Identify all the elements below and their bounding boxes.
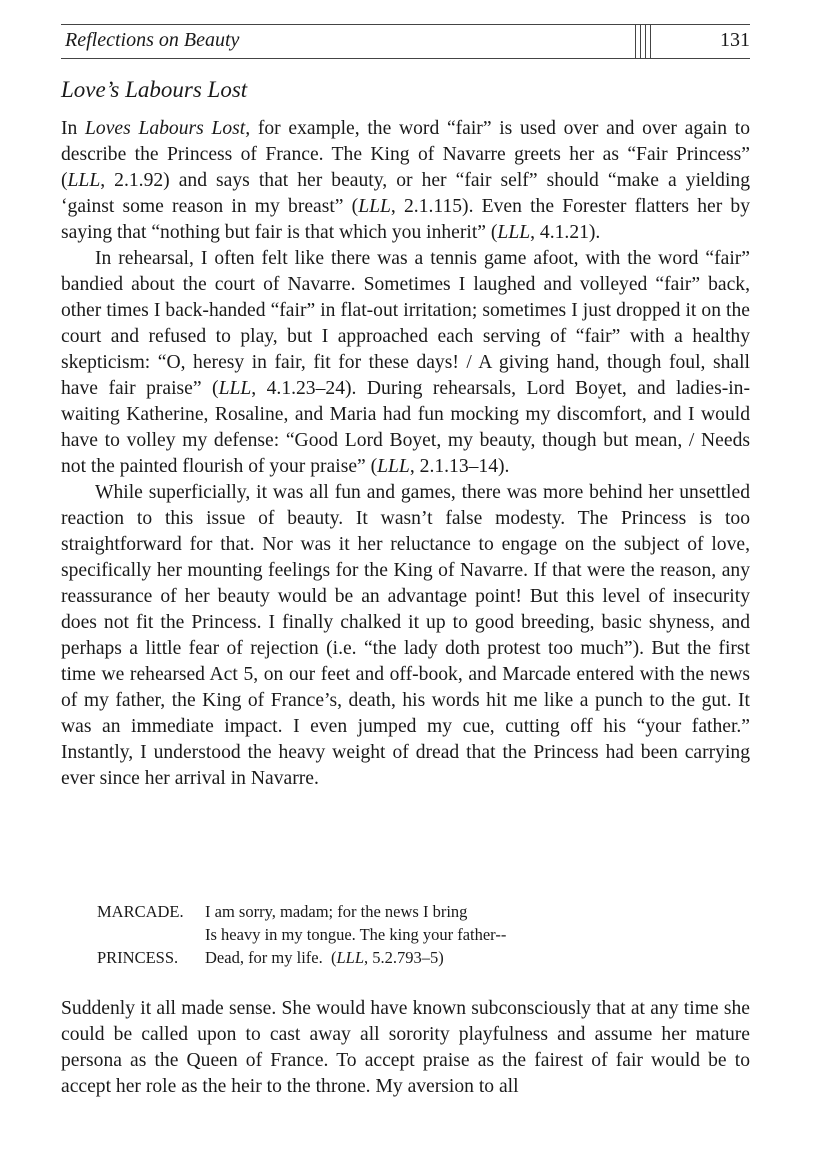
italic-text: LLL xyxy=(358,196,391,217)
citation-open: ( xyxy=(331,948,337,967)
paragraph xyxy=(61,480,750,792)
text-run: , 4.1.23–24). During rehearsals, Lord Boyet, and ladies-in-waiting Katherine, Rosaline, and Maria had fun mocking my discomfort, and I would have to volley my defense: “Good Lord Boyet, my beauty, though but mean, / Needs not the painted flourish of your praise” ( xyxy=(61,378,750,477)
running-header xyxy=(61,24,750,59)
dialogue-words: Dead, for my life. xyxy=(205,948,323,967)
italic-text: LLL xyxy=(377,456,410,477)
body-text xyxy=(61,116,750,792)
italic-text: LLL xyxy=(67,170,101,191)
section-title: Love’s Labours Lost xyxy=(61,77,248,102)
text-run: In xyxy=(61,118,86,139)
dialogue-text xyxy=(205,946,444,969)
speaker-name: MARCADE. xyxy=(97,902,184,921)
text-run: for example, the word “fair” is used over and over again to describe the Princess of France. The King of Navarre greets her as “Fair Princess” ( xyxy=(61,118,750,191)
paragraph xyxy=(61,246,750,480)
dialogue-block xyxy=(97,900,657,969)
paragraph: Suddenly it all made sense. She would have known subconsciously that at any time she could be called upon to cast away all sorority playfulness and assume her mature persona as the Queen of France. To accept praise as the fairest of fair would be to accept her role as the heir to the throne. My aversion to all xyxy=(61,998,750,1097)
text-run: , 2.1.92) and says that her beauty, or her “fair self” should “make a yielding ‘gainst some reason in my breast” ( xyxy=(61,170,750,217)
paragraph xyxy=(61,116,750,246)
text-run: , 2.1.115). Even the Forester flatters her by saying that “nothing but fair is that which you inherit” ( xyxy=(61,196,750,243)
page-number: 131 xyxy=(720,29,750,51)
closing-text xyxy=(61,996,750,1100)
text-run: , 2.1.13–14). xyxy=(409,456,510,477)
dialogue-text: I am sorry, madam; for the news I bring xyxy=(205,902,468,921)
italic-text: LLL xyxy=(497,222,531,243)
dialogue-line xyxy=(97,923,657,946)
citation-ref: , 5.2.793–5) xyxy=(364,948,444,967)
dialogue-line xyxy=(97,946,657,969)
italic-text: LLL xyxy=(218,378,252,399)
speaker-name: PRINCESS. xyxy=(97,948,179,967)
text-run: While superficially, it was all fun and games, there was more behind her unsettled reaction to this issue of beauty. It wasn’t false modesty. The Princess is too straightforward for that. Nor was it her reluctance to engage on the subject of love, specifically her mounting feelings for the King of Navarre. If that were the reason, any reassurance of her beauty would be an advantage point! But this level of insecurity does not fit the Princess. I finally chalked it up to good breeding, basic shyness, and perhaps a little fear of rejection (i.e. “the lady doth protest too much”). But the first time we rehearsed Act 5, on our feet and off-book, and Marcade entered with the news of my father, the King of France’s, death, his words hit me like a punch to the gut. It was an immediate impact. I even jumped my cue, cutting off his “your father.” Instantly, I understood the heavy weight of dread that the Princess had been carrying ever since her arrival in Navarre. xyxy=(61,482,750,789)
text-run: , 4.1.21). xyxy=(530,222,601,243)
header-ornament-rules xyxy=(635,25,653,58)
text-run: In rehearsal, I often felt like there was a tennis game afoot, with the word “fair” bandied about the court of Navarre. Sometimes I laughed and volleyed “fair” back, other times I back-handed “fair” in flat-out irritation; sometimes I just dropped it on the court and refused to play, but I approached each serving of “fair” with a healthy skepticism: “O, heresy in fair, fit for these days! / A giving hand, though foul, shall have fair praise” ( xyxy=(61,248,750,399)
running-title: Reflections on Beauty xyxy=(65,29,240,51)
italic-text: Loves Labours Lost, xyxy=(85,118,251,139)
dialogue-line xyxy=(97,900,657,923)
citation-work: LLL xyxy=(336,948,365,967)
dialogue-text: Is heavy in my tongue. The king your father-- xyxy=(205,925,507,944)
